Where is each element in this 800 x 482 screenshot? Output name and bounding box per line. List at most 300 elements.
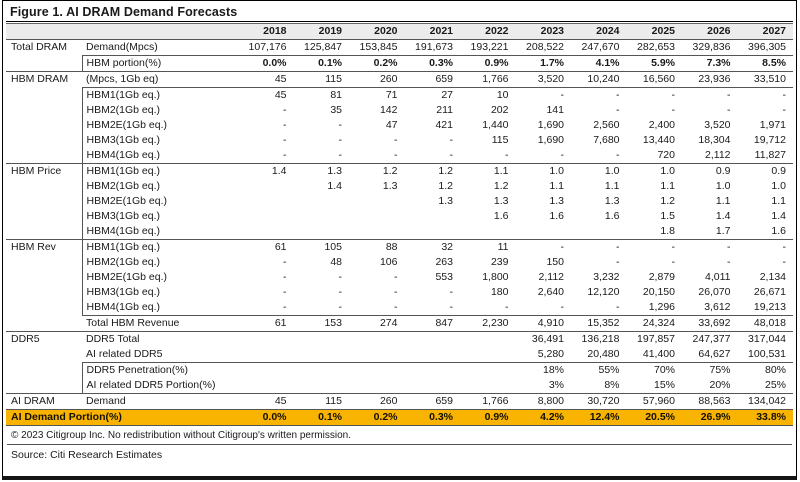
cell-value: 115 bbox=[294, 72, 350, 88]
cell-value: 1.3 bbox=[549, 195, 564, 207]
cell-value bbox=[405, 347, 461, 363]
table-row bbox=[6, 72, 793, 88]
cell-value bbox=[349, 224, 405, 240]
cell-value: 33,692 bbox=[682, 316, 738, 332]
cell-value: 1.3 bbox=[382, 180, 398, 192]
cell-value: - bbox=[616, 104, 620, 116]
row-group-label: DDR5 bbox=[11, 333, 40, 345]
cell-value: 260 bbox=[349, 72, 405, 88]
row-group-label bbox=[6, 363, 82, 379]
cell-value: - bbox=[283, 256, 287, 268]
cell-value: 1.1 bbox=[549, 180, 564, 192]
table-row bbox=[6, 103, 793, 118]
cell-value: 55% bbox=[598, 364, 620, 376]
cell-value: 18,304 bbox=[698, 134, 731, 146]
row-group-label: HBM Price bbox=[11, 165, 62, 177]
cell-value bbox=[349, 209, 405, 224]
row-label: HBM2E(1Gb eq.) bbox=[82, 194, 238, 209]
cell-value bbox=[238, 194, 294, 209]
cell-value bbox=[516, 224, 572, 240]
cell-value: 134,042 bbox=[738, 394, 794, 410]
table-row bbox=[6, 410, 793, 426]
row-group-label bbox=[6, 270, 82, 285]
year-column-header: 2023 bbox=[516, 24, 572, 40]
cell-value: - bbox=[338, 119, 342, 131]
cell-value: - bbox=[349, 300, 405, 316]
cell-value: 10,240 bbox=[571, 72, 627, 88]
table-row bbox=[6, 164, 793, 180]
table-row bbox=[6, 270, 793, 285]
cell-value: 1.3 bbox=[493, 195, 509, 207]
cell-value bbox=[238, 378, 294, 394]
cell-value: 41,400 bbox=[627, 347, 683, 363]
cell-value bbox=[238, 363, 294, 379]
cell-value: 23,936 bbox=[682, 72, 738, 88]
cell-value bbox=[349, 378, 405, 394]
cell-value: - bbox=[571, 300, 627, 316]
cell-value: 153,845 bbox=[349, 40, 405, 56]
cell-value: 12.4% bbox=[571, 410, 627, 426]
row-label: HBM4(1Gb eq.) bbox=[82, 224, 238, 240]
cell-value: - bbox=[782, 241, 786, 253]
cell-value: 4.1% bbox=[571, 56, 627, 72]
cell-value: 15,352 bbox=[571, 316, 627, 332]
cell-value: 1.6 bbox=[549, 210, 564, 222]
cell-value: 247,670 bbox=[571, 40, 627, 56]
row-group-label bbox=[6, 224, 82, 240]
cell-value: 142 bbox=[379, 104, 398, 116]
row-label: HBM3(1Gb eq.) bbox=[82, 285, 238, 300]
cell-value: - bbox=[460, 148, 516, 164]
cell-value: 1,971 bbox=[759, 119, 786, 131]
table-row bbox=[6, 209, 793, 224]
cell-value bbox=[349, 194, 405, 209]
cell-value: 1.4 bbox=[715, 210, 731, 222]
year-header-row bbox=[6, 24, 793, 40]
cell-value: - bbox=[294, 300, 350, 316]
cell-value: - bbox=[671, 89, 675, 101]
cell-value: 18% bbox=[542, 364, 564, 376]
cell-value: 106 bbox=[379, 256, 398, 268]
cell-value: 1.2 bbox=[438, 165, 453, 177]
cell-value bbox=[571, 224, 627, 240]
cell-value bbox=[238, 179, 294, 194]
figure-frame bbox=[2, 0, 797, 480]
cell-value: - bbox=[727, 256, 731, 268]
cell-value: 553 bbox=[435, 271, 453, 283]
cell-value: - bbox=[671, 256, 675, 268]
cell-value: 1.5 bbox=[660, 210, 675, 222]
row-group-label bbox=[6, 118, 82, 133]
row-label: HBM2E(1Gb eq.) bbox=[82, 118, 238, 133]
row-label: HBM2(1Gb eq.) bbox=[82, 255, 238, 270]
cell-value: 45 bbox=[238, 394, 294, 410]
cell-value: - bbox=[349, 148, 405, 164]
row-label: Demand bbox=[82, 394, 238, 410]
cell-value: - bbox=[460, 300, 516, 316]
cell-value: - bbox=[727, 104, 731, 116]
table-row bbox=[6, 88, 793, 104]
cell-value: 659 bbox=[405, 394, 461, 410]
cell-value: 57,960 bbox=[627, 394, 683, 410]
cell-value: - bbox=[449, 286, 453, 298]
cell-value: 80% bbox=[764, 364, 786, 376]
cell-value: 20,480 bbox=[571, 347, 627, 363]
year-column-header: 2022 bbox=[460, 24, 516, 40]
cell-value: 26,671 bbox=[753, 286, 786, 298]
cell-value bbox=[405, 378, 461, 394]
row-group-label bbox=[6, 133, 82, 148]
cell-value: 317,044 bbox=[748, 333, 786, 345]
row-label: HBM1(1Gb eq.) bbox=[82, 240, 238, 256]
cell-value: 30,720 bbox=[571, 394, 627, 410]
cell-value: 208,522 bbox=[516, 40, 572, 56]
cell-value: 1,766 bbox=[460, 72, 516, 88]
row-label: Demand(Mpcs) bbox=[82, 40, 238, 56]
cell-value: 239 bbox=[490, 256, 509, 268]
cell-value: 107,176 bbox=[238, 40, 294, 56]
cell-value bbox=[460, 347, 516, 363]
cell-value bbox=[238, 224, 294, 240]
cell-value bbox=[294, 363, 350, 379]
row-group-label bbox=[6, 148, 82, 164]
cell-value: 197,857 bbox=[637, 333, 675, 345]
cell-value: 1,690 bbox=[537, 119, 564, 131]
year-column-header: 2018 bbox=[238, 24, 294, 40]
cell-value: 193,221 bbox=[460, 40, 516, 56]
cell-value: 0.0% bbox=[238, 56, 294, 72]
cell-value: 0.0% bbox=[238, 410, 294, 426]
cell-value: 75% bbox=[709, 364, 731, 376]
cell-value: 2,879 bbox=[648, 271, 675, 283]
cell-value: 115 bbox=[491, 134, 509, 146]
cell-value: 81 bbox=[330, 89, 342, 101]
cell-value: 1.4 bbox=[271, 165, 287, 177]
cell-value: 2,112 bbox=[538, 271, 564, 283]
cell-value: 45 bbox=[238, 72, 294, 88]
cell-value bbox=[294, 209, 350, 224]
row-label: Total HBM Revenue bbox=[82, 316, 238, 332]
row-group-label bbox=[6, 300, 82, 316]
cell-value: - bbox=[449, 134, 453, 146]
year-column-header: 2024 bbox=[571, 24, 627, 40]
cell-value: - bbox=[671, 104, 675, 116]
cell-value: 3,232 bbox=[593, 271, 620, 283]
cell-value: 0.9% bbox=[460, 410, 516, 426]
cell-value: 260 bbox=[349, 394, 405, 410]
cell-value: 11 bbox=[497, 241, 509, 253]
table-row bbox=[6, 179, 793, 194]
cell-value: - bbox=[671, 241, 675, 253]
cell-value: - bbox=[338, 286, 342, 298]
cell-value: 25% bbox=[738, 378, 794, 394]
cell-value: 0.3% bbox=[405, 56, 461, 72]
cell-value: 7,680 bbox=[593, 134, 620, 146]
cell-value: - bbox=[516, 148, 572, 164]
cell-value bbox=[405, 224, 461, 240]
cell-value: - bbox=[394, 271, 398, 283]
cell-value: 1.6 bbox=[604, 210, 620, 222]
cell-value: 396,305 bbox=[738, 40, 794, 56]
cell-value bbox=[405, 209, 461, 224]
cell-value bbox=[349, 363, 405, 379]
year-column-header: 2021 bbox=[405, 24, 461, 40]
cell-value: 88 bbox=[385, 241, 398, 253]
cell-value: - bbox=[727, 89, 731, 101]
cell-value: 1.7% bbox=[516, 56, 572, 72]
table-row bbox=[6, 148, 793, 164]
cell-value: 274 bbox=[349, 316, 405, 332]
cell-value: 3,520 bbox=[516, 72, 572, 88]
cell-value: 329,836 bbox=[682, 40, 738, 56]
row-label: HBM3(1Gb eq.) bbox=[82, 133, 238, 148]
cell-value: 4.2% bbox=[516, 410, 572, 426]
table-row bbox=[6, 394, 793, 410]
cell-value: 2,112 bbox=[682, 148, 738, 164]
cell-value: 1.6 bbox=[493, 210, 509, 222]
cell-value: 153 bbox=[294, 316, 350, 332]
cell-value: 0.9 bbox=[771, 165, 786, 177]
cell-value: 7.3% bbox=[682, 56, 738, 72]
cell-value: 2,400 bbox=[648, 119, 675, 131]
cell-value: 12,120 bbox=[587, 286, 620, 298]
cell-value: 2,230 bbox=[460, 316, 516, 332]
year-column-header: 2019 bbox=[294, 24, 350, 40]
year-column-header: 2027 bbox=[738, 24, 794, 40]
cell-value: - bbox=[405, 300, 461, 316]
cell-value bbox=[460, 378, 516, 394]
table-row bbox=[6, 363, 793, 379]
cell-value: 4,910 bbox=[516, 316, 572, 332]
cell-value: 211 bbox=[436, 104, 453, 116]
cell-value: 1.7 bbox=[682, 224, 738, 240]
cell-value: - bbox=[294, 148, 350, 164]
year-column-header: 2020 bbox=[349, 24, 405, 40]
cell-value: - bbox=[283, 119, 287, 131]
cell-value: 3,520 bbox=[704, 119, 731, 131]
cell-value: 421 bbox=[435, 119, 453, 131]
cell-value: 1.1 bbox=[660, 180, 675, 192]
cell-value: - bbox=[560, 89, 564, 101]
cell-value: 0.3% bbox=[405, 410, 461, 426]
cell-value: - bbox=[238, 148, 294, 164]
cell-value: - bbox=[616, 241, 620, 253]
cell-value: 1,766 bbox=[460, 394, 516, 410]
cell-value: 8,800 bbox=[516, 394, 572, 410]
copyright-note: © 2023 Citigroup Inc. No redistribution without Citigroup's written permission. bbox=[7, 426, 792, 445]
cell-value: 1.1 bbox=[771, 195, 786, 207]
cell-value: 8% bbox=[571, 378, 627, 394]
row-label: AI related DDR5 bbox=[82, 347, 238, 363]
cell-value bbox=[349, 347, 405, 363]
cell-value: 0.2% bbox=[349, 410, 405, 426]
cell-value: - bbox=[394, 134, 398, 146]
source-line: Source: Citi Research Estimates bbox=[11, 449, 163, 461]
cell-value: 45 bbox=[274, 89, 287, 101]
table-row bbox=[6, 56, 793, 72]
row-group-label bbox=[6, 88, 82, 104]
row-group-label: HBM DRAM bbox=[11, 73, 69, 86]
cell-value: - bbox=[405, 148, 461, 164]
cell-value: 10 bbox=[496, 89, 509, 101]
cell-value: 48,018 bbox=[738, 316, 794, 332]
cell-value: 33,510 bbox=[738, 72, 794, 88]
cell-value: 141 bbox=[546, 104, 564, 116]
cell-value bbox=[294, 347, 350, 363]
row-label: DDR5 Total bbox=[86, 333, 140, 345]
forecast-table bbox=[6, 23, 793, 426]
cell-value: 1,296 bbox=[627, 300, 683, 316]
row-label: HBM2E(1Gb eq.) bbox=[82, 270, 238, 285]
table-row bbox=[6, 347, 793, 363]
cell-value: 1.4 bbox=[327, 180, 342, 192]
cell-value: 1.0 bbox=[549, 165, 564, 177]
cell-value: 3,612 bbox=[682, 300, 738, 316]
header-spacer bbox=[82, 24, 238, 40]
cell-value: 100,531 bbox=[738, 347, 794, 363]
cell-value: 2,134 bbox=[759, 271, 786, 283]
cell-value bbox=[349, 332, 405, 348]
cell-value: - bbox=[394, 286, 398, 298]
table-row bbox=[6, 285, 793, 300]
row-label: HBM4(1Gb eq.) bbox=[82, 300, 238, 316]
cell-value: 1.0 bbox=[604, 165, 620, 177]
cell-value: - bbox=[338, 134, 342, 146]
cell-value: 27 bbox=[441, 89, 453, 101]
cell-value: 191,673 bbox=[405, 40, 461, 56]
table-row bbox=[6, 194, 793, 209]
table-row bbox=[6, 332, 793, 348]
cell-value: 115 bbox=[294, 394, 350, 410]
cell-value: - bbox=[616, 89, 620, 101]
row-label: (Mpcs, 1Gb eq) bbox=[82, 72, 238, 88]
cell-value bbox=[238, 332, 294, 348]
cell-value: 15% bbox=[627, 378, 683, 394]
cell-value: 1.2 bbox=[382, 165, 398, 177]
table-row bbox=[6, 255, 793, 270]
cell-value: 1,690 bbox=[537, 134, 564, 146]
cell-value: 26.9% bbox=[682, 410, 738, 426]
cell-value: 64,627 bbox=[682, 347, 738, 363]
cell-value: 20.5% bbox=[627, 410, 683, 426]
cell-value bbox=[405, 332, 461, 348]
header-spacer bbox=[6, 24, 82, 40]
cell-value: 5.9% bbox=[627, 56, 683, 72]
cell-value: 1,440 bbox=[482, 119, 509, 131]
row-group-label bbox=[6, 209, 82, 224]
cell-value: 8.5% bbox=[738, 56, 794, 72]
cell-value: 263 bbox=[435, 256, 453, 268]
cell-value: 20% bbox=[682, 378, 738, 394]
cell-value: 1.2 bbox=[493, 180, 509, 192]
row-label: HBM portion(%) bbox=[82, 56, 238, 72]
cell-value: 35 bbox=[330, 104, 342, 116]
cell-value bbox=[294, 194, 350, 209]
cell-value bbox=[294, 224, 350, 240]
row-label: HBM2(1Gb eq.) bbox=[82, 103, 238, 118]
cell-value: 26,070 bbox=[698, 286, 731, 298]
cell-value: 282,653 bbox=[627, 40, 683, 56]
cell-value: 16,560 bbox=[627, 72, 683, 88]
row-label: HBM2(1Gb eq.) bbox=[82, 179, 238, 194]
cell-value bbox=[238, 347, 294, 363]
cell-value: 1.2 bbox=[438, 180, 453, 192]
row-group-label: AI DRAM bbox=[6, 394, 82, 410]
row-group-label bbox=[6, 179, 82, 194]
cell-value bbox=[405, 363, 461, 379]
year-column-header: 2025 bbox=[627, 24, 683, 40]
cell-value: 1.0 bbox=[771, 180, 786, 192]
cell-value: 11,827 bbox=[738, 148, 794, 164]
cell-value bbox=[294, 378, 350, 394]
cell-value: 47 bbox=[385, 119, 398, 131]
table-row bbox=[6, 300, 793, 316]
cell-value: - bbox=[283, 104, 287, 116]
cell-value: - bbox=[782, 89, 786, 101]
cell-value: 33.8% bbox=[738, 410, 794, 426]
table-row bbox=[6, 378, 793, 394]
cell-value: 0.2% bbox=[349, 56, 405, 72]
cell-value: 0.9 bbox=[715, 165, 731, 177]
cell-value: - bbox=[283, 286, 287, 298]
cell-value: 150 bbox=[546, 256, 564, 268]
cell-value: 720 bbox=[627, 148, 683, 164]
cell-value bbox=[460, 363, 516, 379]
cell-value: 0.9% bbox=[460, 56, 516, 72]
cell-value: 70% bbox=[653, 364, 675, 376]
table-row bbox=[6, 40, 793, 56]
cell-value: 136,218 bbox=[581, 333, 620, 345]
cell-value bbox=[460, 332, 516, 348]
cell-value: 1.3 bbox=[327, 165, 342, 177]
cell-value: 1.1 bbox=[493, 165, 509, 177]
cell-value: 2,640 bbox=[537, 286, 564, 298]
cell-value: 202 bbox=[490, 104, 509, 116]
table-header bbox=[6, 24, 793, 40]
table-row bbox=[6, 118, 793, 133]
cell-value: 105 bbox=[324, 241, 342, 253]
row-label: DDR5 Penetration(%) bbox=[82, 363, 238, 379]
cell-value: 1.6 bbox=[738, 224, 794, 240]
cell-value: 19,213 bbox=[738, 300, 794, 316]
cell-value: - bbox=[782, 104, 786, 116]
cell-value: 1.0 bbox=[660, 165, 675, 177]
year-column-header: 2026 bbox=[682, 24, 738, 40]
cell-value: 1.1 bbox=[715, 195, 731, 207]
cell-value: - bbox=[727, 241, 731, 253]
cell-value: 48 bbox=[330, 256, 342, 268]
cell-value: 88,563 bbox=[682, 394, 738, 410]
cell-value: 0.1% bbox=[294, 56, 350, 72]
cell-value: 5,280 bbox=[516, 347, 572, 363]
cell-value bbox=[460, 224, 516, 240]
cell-value: - bbox=[782, 256, 786, 268]
cell-value: - bbox=[238, 300, 294, 316]
cell-value bbox=[294, 332, 350, 348]
cell-value: 1.0 bbox=[715, 180, 731, 192]
table-row bbox=[6, 133, 793, 148]
row-label: AI Demand Portion(%) bbox=[6, 410, 238, 426]
cell-value: 13,440 bbox=[642, 134, 675, 146]
cell-value: 4,011 bbox=[705, 271, 731, 283]
row-group-label bbox=[6, 285, 82, 300]
cell-value: - bbox=[616, 256, 620, 268]
row-group-label bbox=[6, 103, 82, 118]
row-group-label bbox=[6, 56, 82, 72]
cell-value: - bbox=[283, 271, 287, 283]
cell-value: 2,560 bbox=[593, 119, 620, 131]
cell-value: 61 bbox=[238, 316, 294, 332]
